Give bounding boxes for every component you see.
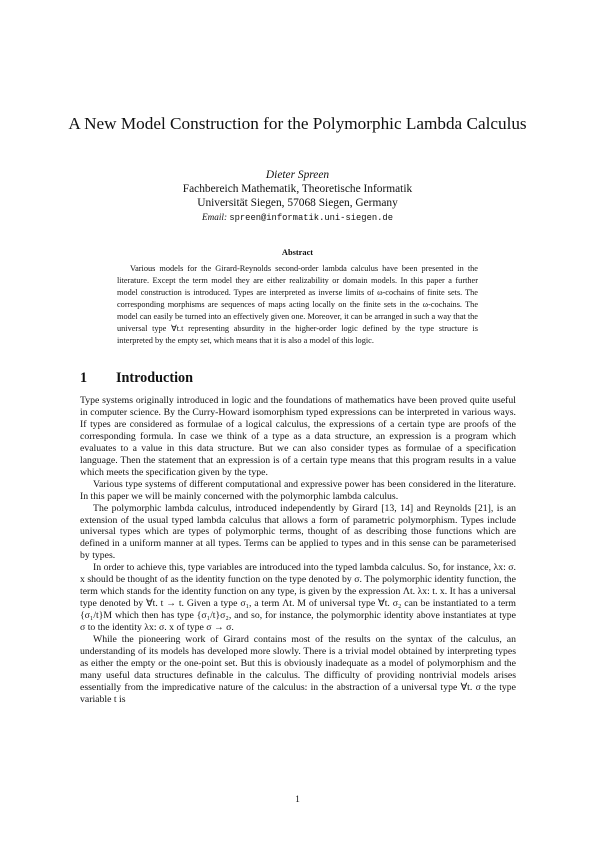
abstract-text: Various models for the Girard-Reynolds second-order lambda calculus have been presented in the literature. Except the term model they are either realizability or domain models. In this paper a further model construction is introduced. Types are interpreted as inverse limits of ω-cochains of finite sets. The corresponding morphisms are sequences of maps acting locally on the finite sets in the ω-cochains. The model can easily be turned into an effectively given one. Moreover, it can be arranged in such a way that the universal type ∀t.t representing absurdity in the higher-order logic defined by the type structure is interpreted by the empty set, which means that it is also a model of this logic. xyxy=(117,264,478,345)
body-paragraph: Various type systems of different computational and expressive power has been considered in the literature. In this paper we will be mainly concerned with the polymorphic lambda calculus. xyxy=(80,478,516,502)
section-title: Introduction xyxy=(116,370,193,386)
section-body xyxy=(80,395,516,706)
email-label: Email: xyxy=(202,212,228,222)
affiliation-line-2: Universität Siegen, 57068 Siegen, Germany xyxy=(197,197,398,209)
abstract-heading: Abstract xyxy=(281,248,314,257)
paper-title: A New Model Construction for the Polymorphic Lambda Calculus xyxy=(68,114,527,133)
affiliation-line-1: Fachbereich Mathematik, Theoretische Informatik xyxy=(182,183,413,195)
section-number: 1 xyxy=(80,370,88,386)
email-address[interactable]: spreen@informatik.uni-siegen.de xyxy=(229,213,393,223)
body-paragraph: The polymorphic lambda calculus, introduced independently by Girard [13, 14] and Reynolds [21], is an extension of the usual typed lambda calculus that allows a form of parametric polymorphism. Types include universal types which are types of polymorphic terms, thought of as describing those functions which are defined in a uniform manner at all types. Terms can be applied to types and in this sense can be parameterised by types. xyxy=(80,502,516,562)
email-line xyxy=(60,210,535,225)
body-paragraph: In order to achieve this, type variables are introduced into the typed lambda calculus. So, for instance, λx: σ. x should be thought of as the identity function on the type denoted by σ. The polymorphic identity function, the term which stands for the identity function on any type, is given by the expression Λt. λx: t. x. It has a universal type denoted by ∀t. t → t. Given a type σ₁, a term Λt. M of universal type ∀t. σ₂ can be instantiated to a term {σ₁/t}M which then has type {σ₁/t}σ₂, and so, for instance, the polymorphic identity above instantiates at type σ to the identity λx: σ. x of type σ → σ. xyxy=(80,562,516,634)
body-paragraph: While the pioneering work of Girard contains most of the results on the syntax of the calculus, an understanding of its models has developed more slowly. There is a trivial model obtained by interpreting types as either the empty or the one-point set. But this is obviously inadequate as a model of polymorphism and the many useful data structures definable in the calculus. The difficulty of providing nontrivial models arises essentially from the impredicative nature of the calculus: in the abstraction of a universal type ∀t. σ the type variable t is xyxy=(80,634,516,705)
body-paragraph: Type systems originally introduced in logic and the foundations of mathematics have been proved quite useful in computer science. By the Curry-Howard isomorphism typed expressions can be interpreted in various ways. If types are considered as formulae of a logical calculus, the expressions of a certain type are proofs of the corresponding formula. In case we think of a type as a data structure, an expression is a program which evaluates to a value in this data structure. But we can also consider types as formulae of a specification language. Then the statement that an expression is of a certain type means that this program results in a value which meets the specification given by the type. xyxy=(80,395,516,478)
author-block xyxy=(60,168,535,225)
section-heading xyxy=(80,370,520,387)
author-name: Dieter Spreen xyxy=(265,169,330,181)
page-number: 1 xyxy=(295,795,300,805)
